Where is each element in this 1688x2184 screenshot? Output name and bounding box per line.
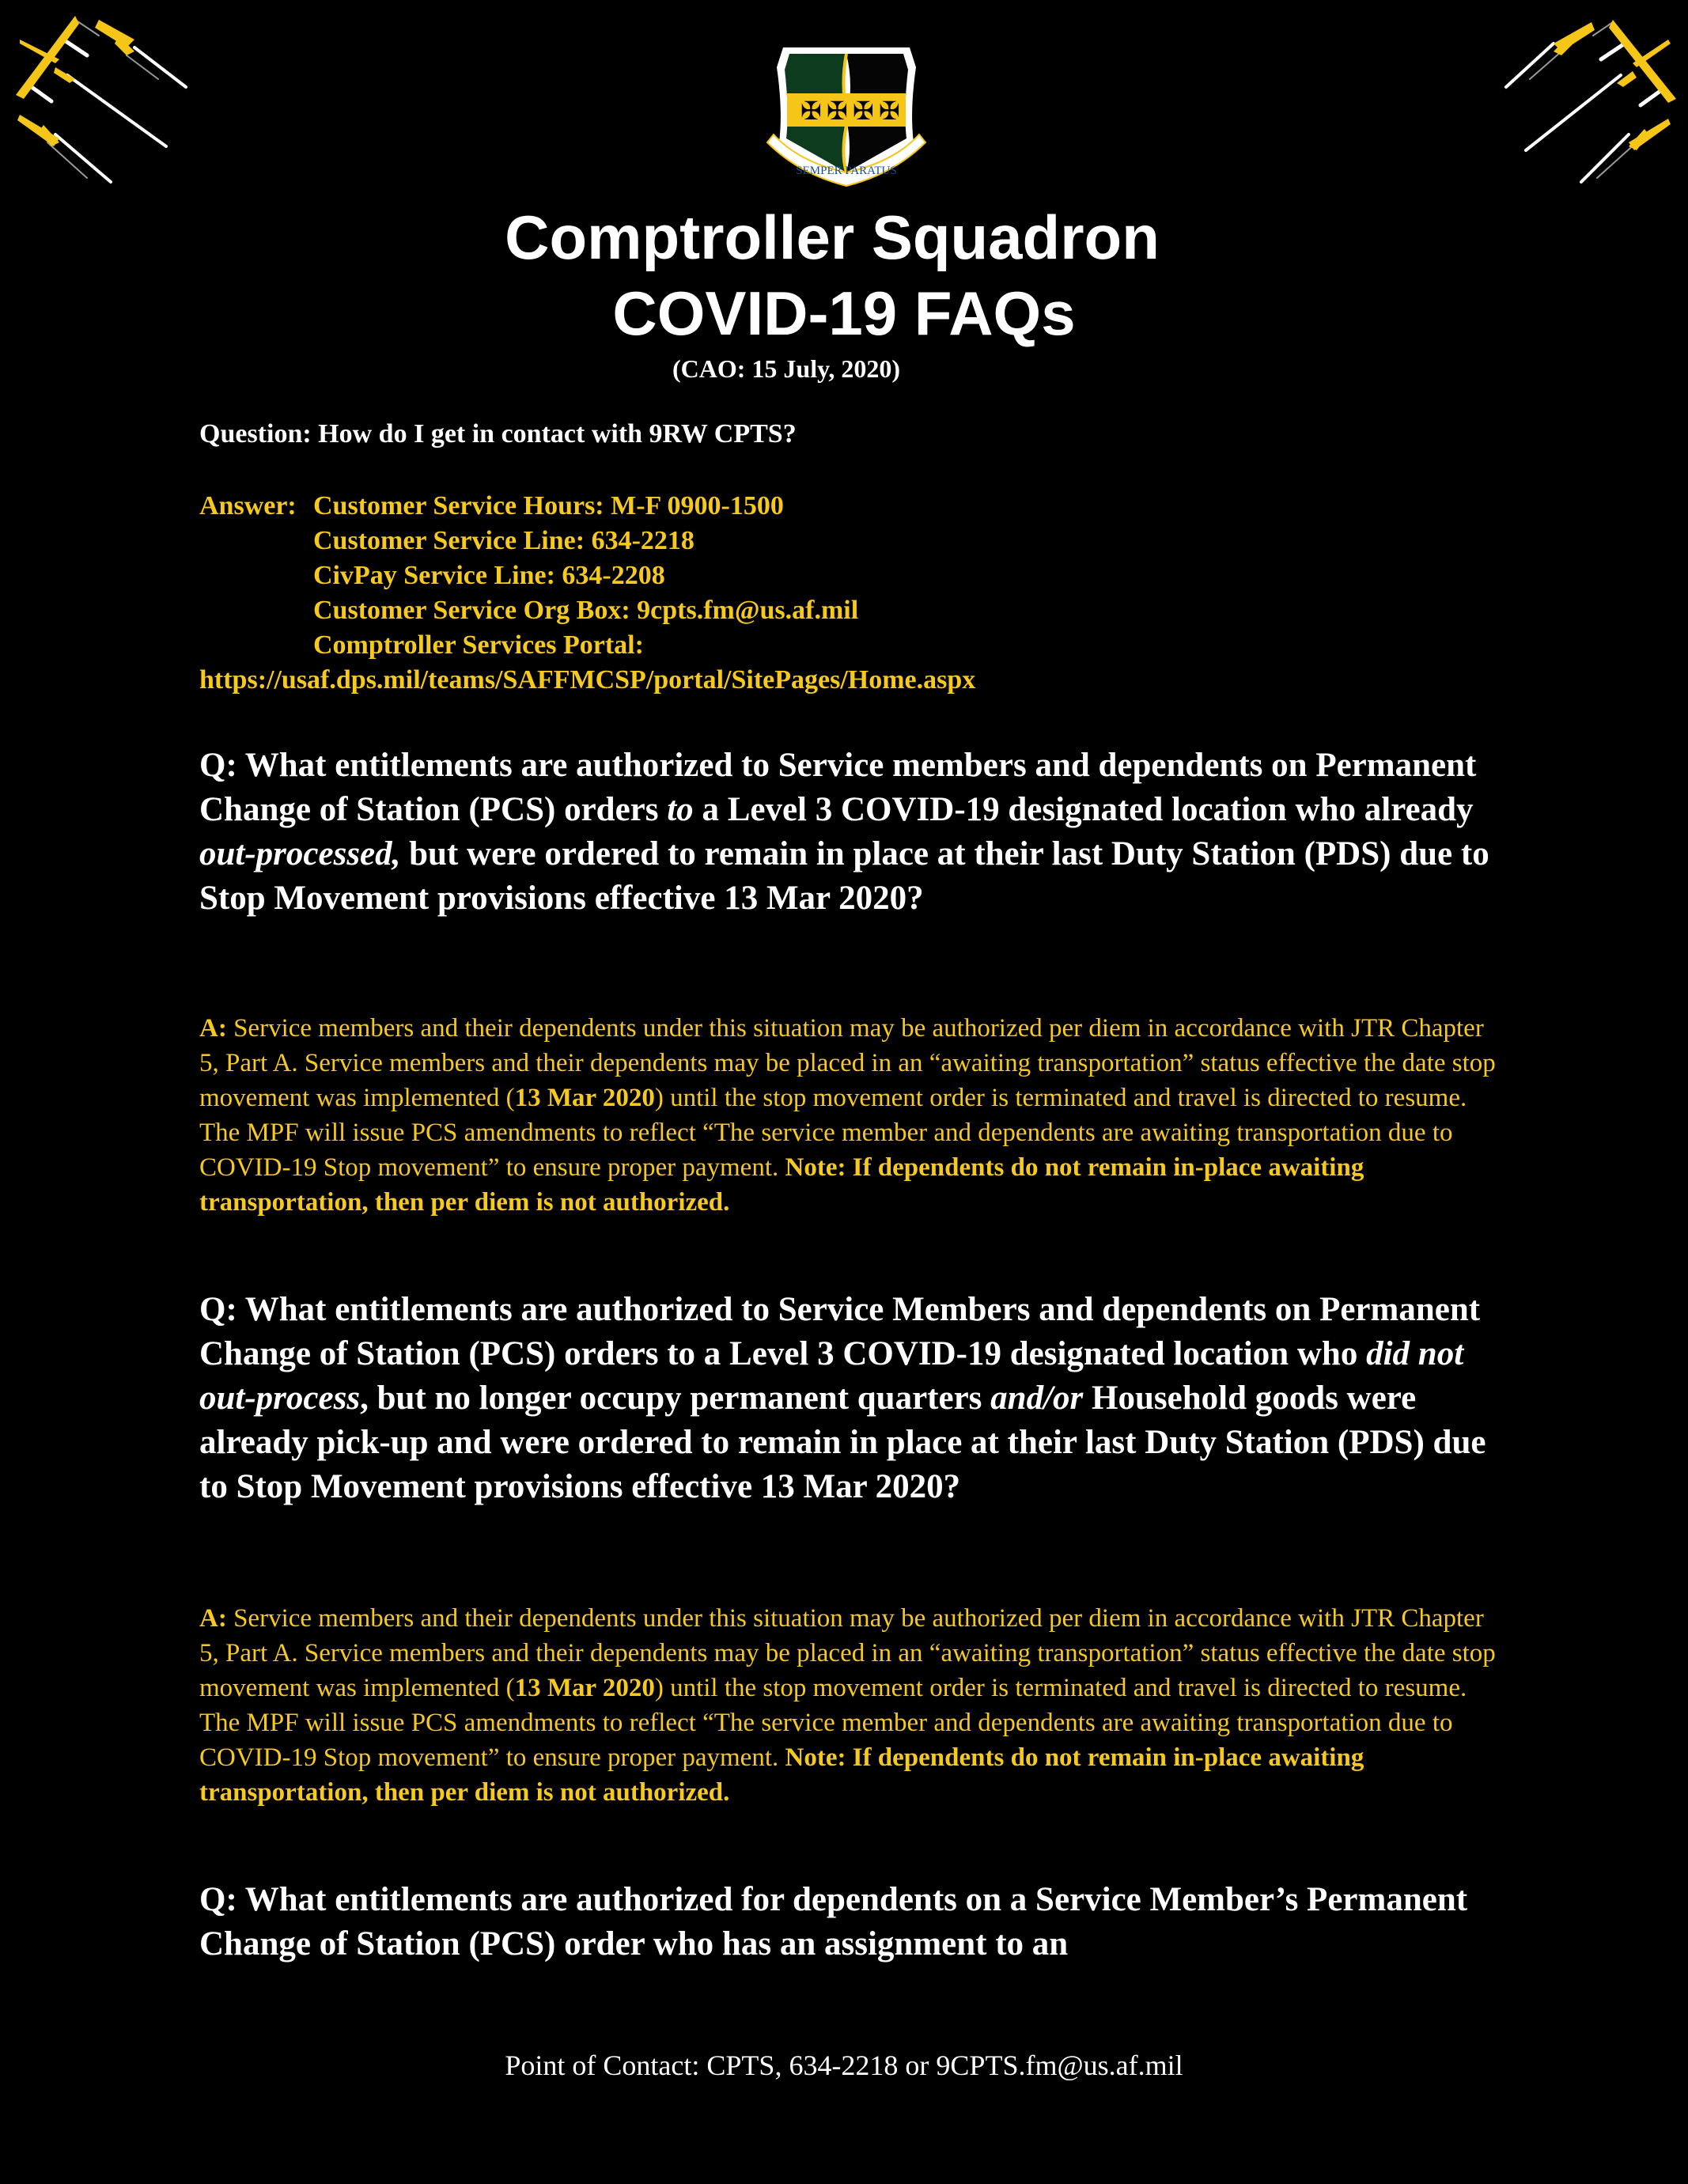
- contact-line-orgbox[interactable]: Customer Service Org Box: 9cpts.fm@us.af.mil: [313, 596, 859, 625]
- contact-line-service: Customer Service Line: 634-2218: [313, 526, 695, 555]
- emblem-motto: SEMPER PARATUS: [796, 165, 897, 177]
- contact-answer: [199, 489, 1497, 698]
- footer-point-of-contact: Point of Contact: CPTS, 634-2218 or 9CPTS.fm@us.af.mil: [505, 2050, 1183, 2081]
- page-subtitle: COVID-19 FAQs: [612, 278, 1076, 348]
- faq-answer-1: A: Service members and their dependents under this situation may be authorized per diem in accordance with JTR Chapter 5, Part A. Service members and their dependents may be placed in an “awaiting transportation” status effective the date stop movement was implemented (13 Mar 2020) until the stop movement order is terminated and travel is directed to resume. The MPF will issue PCS amendments to reflect “The service member and dependents are awaiting transportation due to COVID-19 Stop movement” to ensure proper payment. Note: If dependents do not remain in-place awaiting transportation, then per diem is not authorized.: [199, 1014, 1496, 1217]
- svg-text:✠: ✠: [879, 96, 900, 126]
- contact-line-hours: Answer: Customer Service Hours: M-F 0900-1500: [199, 489, 1497, 524]
- faq-question-2: Q: What entitlements are authorized to Service Members and dependents on Permanent Change of Station (PCS) orders to a Level 3 COVID-19 designated location who did not out-process, but no longer occupy permanent quarters and/or Household goods were already pick-up and were ordered to remain in place at their last Duty Station (PDS) due to Stop Movement provisions effective 13 Mar 2020?: [199, 1291, 1486, 1505]
- portal-link[interactable]: https://usaf.dps.mil/teams/SAFFMCSP/portal/SitePages/Home.aspx: [199, 665, 976, 695]
- faq-question-1: Q: What entitlements are authorized to Service members and dependents on Permanent Change of Station (PCS) orders to a Level 3 COVID-19 designated location who already out-processed, but were ordered to remain in place at their last Duty Station (PDS) due to Stop Movement provisions effective 13 Mar 2020?: [199, 747, 1489, 917]
- faq-question-3: Q: What entitlements are authorized for dependents on a Service Member’s Permanent Change of Station (PCS) order who has an assignment to an: [199, 1881, 1468, 1963]
- answer-label: Answer:: [199, 491, 297, 520]
- jets-formation-icon: [0, 0, 206, 206]
- jets-formation-icon: [1482, 0, 1688, 206]
- cao-date: (CAO: 15 July, 2020): [672, 354, 900, 383]
- contact-line-civpay: CivPay Service Line: 634-2208: [313, 561, 665, 590]
- faq-answer-2: A: Service members and their dependents under this situation may be authorized per diem in accordance with JTR Chapter 5, Part A. Service members and their dependents may be placed in an “awaiting transportation” status effective the date stop movement was implemented (13 Mar 2020) until the stop movement order is terminated and travel is directed to resume. The MPF will issue PCS amendments to reflect “The service member and dependents are awaiting transportation due to COVID-19 Stop movement” to ensure proper payment. Note: If dependents do not remain in-place awaiting transportation, then per diem is not authorized.: [199, 1604, 1496, 1807]
- contact-question: Question: How do I get in contact with 9RW CPTS?: [199, 419, 797, 449]
- svg-text:✠: ✠: [853, 96, 874, 126]
- page-title: Comptroller Squadron: [505, 203, 1160, 272]
- squadron-emblem-icon: [751, 24, 941, 198]
- svg-text:✠: ✠: [800, 96, 822, 126]
- contact-line-portal: Comptroller Services Portal:: [313, 630, 644, 660]
- svg-text:✠: ✠: [827, 96, 848, 126]
